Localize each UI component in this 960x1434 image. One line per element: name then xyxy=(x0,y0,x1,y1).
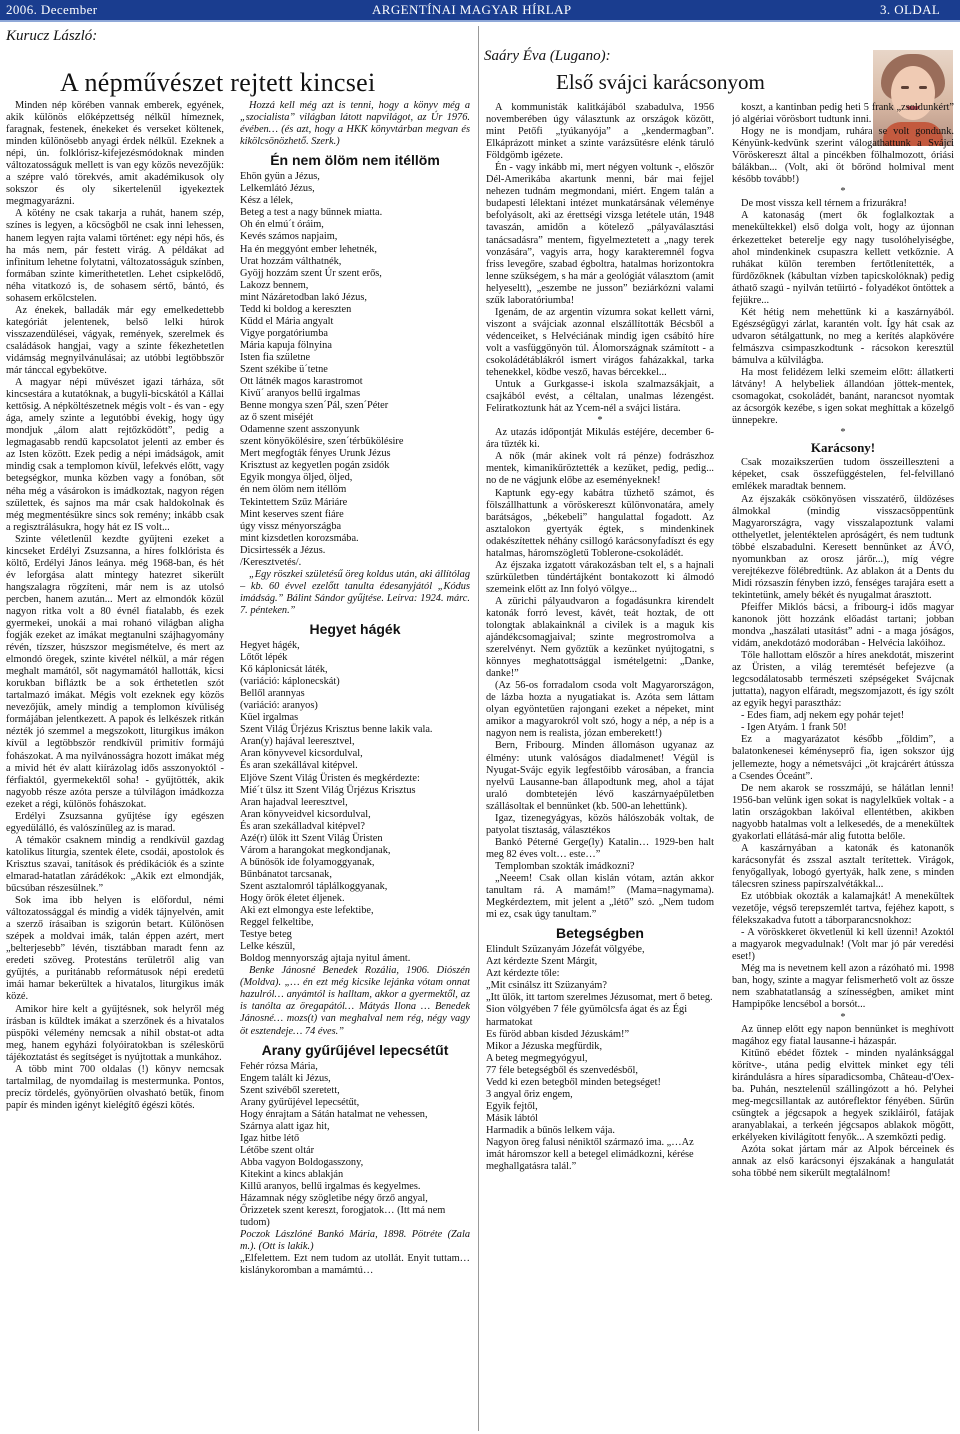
poem-line: Bűnbánatot tarcsanak, xyxy=(240,868,332,880)
poem-line: Sion völgyében 7 féle gyümölcsfa ágat és az Égi harmatokat xyxy=(486,1004,688,1028)
poem-line: Kivű´ aranyos bellű irgalmas xyxy=(240,388,361,400)
poem-line: Aran hajadval leeresztvel, xyxy=(240,796,348,808)
article2-paragraph: Azóta sokat jártam már az Alpok bérceinek és annak az első karácsonyi éjszakának a hangulatát soha többé nem sikerült megtalálnom! xyxy=(732,1144,954,1180)
poem-line: Beteg a test a nagy bűnnek miatta. xyxy=(240,207,383,219)
poem3-note: Poczok Lászlóné Bankó Mária, 1898. Pötréte (Zala m.). (Ott is lakik.) xyxy=(240,1229,470,1253)
article2-paragraph: Én - vagy inkább mi, mert négyen voltunk -, először Dél-Amerikába akartunk menni, bár mai fejjel nehezen tudnám megmondani, miért. Engem talán a budapesti lélektani intézet munkatársának véleménye befolyásolt, aki az érettségi vizsga letétele után, 1948 tavaszán, amidőn a kötelező „pályaválasztási tanácsadásra” mentem, figyelmeztetett a „nagy terek vonzására”, vagyis arra, hogy karakteremnél fogva friss levegőre, szabad égboltra, hatalmas horizontokra lenne szükségem, s ha már a geológiát választom (amit helyeseltt), „eszembe ne jusson” beziárkózni valami szűk laboratóriumba! xyxy=(486,162,714,306)
article2-paragraph: Pfeiffer Miklós bácsi, a fribourg-i idős magyar kanonok jött hozzánk előadást tartani; jobban mondva „haszálati utasítást” adni - a maga jóságos, vidám, anekdotázó modorában - Helvécia lakóihoz. xyxy=(732,601,954,650)
poem-line: Vigye porgatóriumba xyxy=(240,327,328,339)
poem1-title: Én nem ölöm nem itéllöm xyxy=(270,152,440,169)
poem4-title: Betegségben xyxy=(556,925,644,942)
poem-line: Kevés számos napjaim, xyxy=(240,231,338,243)
article1-paragraph: Minden nép körében vannak emberek, egyének, akik különös előképzettség nélkül hímeznek, faragnak, festenek, énekeket és verseket költenek, minden különösebb anyagi érdek nélkül. Ezeknek a népi, ún. folklórisz-kifejezésmódoknak minden változatosságuk mellett is van egy közös nevezőjük: a szépre való törekvés, amit akadémikusok oly sokszor és oly sikertelenül igyekeztek megmagyarázni. xyxy=(6,100,224,208)
poem-line: Engem talált ki Jézus, xyxy=(240,1072,331,1084)
article2-paragraph: A zürichi pályaudvaron a fogadásunkra kirendelt katonák forró levest, kávét, teát hoztak, de ott tolongtak ablakainknál a civilek is a maguk kis ajándékcsomagjaival; szinte megrostromolva a szerelvényt. Nem győztük a kezünket nyújtogatni, s könnyes meghatottsággal ismételgetni: „Danke, danke!” xyxy=(486,595,714,680)
page-header xyxy=(0,0,960,22)
article1-paragraph: A magyar népi művészet igazi tárháza, sőt kincsestára a kutatóknak, a bugyli-bicskától a Kállai kettősig. A népköltészetnek mégis volt - és van - egy ága, amely szinte a legutóbbi évekig, hogy úgy mondjuk „álom alatt rejtőzködött”, pedig a legmagasabb rendű kapcsolatot jelenti az ember és az Isten között. Ezek pedig a népi imádságok, amit mindig csak a templomon kívül, lefekvés előtt, vagy betegségkor, munka közben vagy a fonóban, sőt néha még a vásárokon is imádkoztak, nagyon régen születtek, és sajnos ma már csak haldokolnak és még megmentésükre sincs sok remény; inkább csak a regisztrálásukra, hogy hát ez IS volt... xyxy=(6,377,224,533)
article1-paragraph: Az énekek, balladák már egy emelkedettebb kategóriát jelentenek, belső lelki húrok visszazendülései, vágyak, remények, szerelmek és családások hangjai, vagy a szinte fékezhetetlen vidámság megnyilvánulásai; az utóbbi legtöbbször már tánccal egybekötve. xyxy=(6,304,224,377)
article1-paragraph: A kötény ne csak takarja a ruhát, hanem szép, színes is legyen, a köcsögből ne csak inni lehessen, hanem legyen rajta valami történet: egy népi hős, és ha más nem, pár festett virág. A példákat ad infinitum lehetne folytatni, változatosságuk színben, formában szinte kimeríthetetlen. Lehet csipkelődő, néha vitatkozó is, de sohasem sértő, bántó, és sohasem erkölcstelen. xyxy=(6,208,224,304)
poem3-title: Arany gyűrűjével lepecsétűt xyxy=(261,1041,449,1058)
header-paper-name: ARGENTÍNAI MAGYAR HÍRLAP xyxy=(372,2,572,17)
article2-paragraph: A kommunisták kalitkájából szabadulva, 1956 novemberében úgy választunk az országok között, mint Petőfi „tyúkanyója” a „kendermagban”. Elkáprázott minket a szinte varázsütésre elénk táruló Földgömb igézete. xyxy=(486,102,714,162)
poem-line: Arany gyűrűjével lepecsétűt, xyxy=(240,1096,360,1108)
article2-paragraph: - Igen Atyám. 1 frank 50! xyxy=(741,722,847,734)
poem-line: Házamnak négy szögletibe négy őrző angyal, xyxy=(240,1193,428,1205)
poem-line: Oh én elmú´t óráim, xyxy=(240,219,324,231)
poem2-title: Hegyet hágék xyxy=(309,620,401,637)
poem4-lines xyxy=(486,944,714,1173)
poem-line: A beteg megmegyógyul, xyxy=(486,1052,588,1064)
poem-line: Egyik fejtől, xyxy=(486,1100,538,1112)
article2-paragraph: Ha most felidézem lelki szemeim előtt: állatkerti látvány! A helybeliek állandóan jöttek-mentek, csomagokat, csokoládét, banánt, narancsot nyomtak az ácsorgók kezébe, s igen sokat meghíttak a közelgő ünnepekre. xyxy=(732,367,954,427)
poem-line: 77 féle betegségből és szenvedésből, xyxy=(486,1064,638,1076)
article2-paragraph: koszt, a kantinban pedig heti 5 frank „zsoldunkért” jó algériai vörösbort tudtunk inni. xyxy=(732,102,954,126)
poem-line: Gyöjj hozzám szent Úr szent erős, xyxy=(240,267,382,279)
article2-paragraph: * xyxy=(840,1011,846,1023)
poem3-lines xyxy=(240,1061,470,1230)
poem-line: Aran(y) hajával leeresztvel, xyxy=(240,736,355,748)
article2-paragraph: - A vöröskkeret ökvetlenül ki kell üzenni! Azoktól a magyarok megvadulnak! (Volt mar jó pár veredési eset!) xyxy=(732,927,954,963)
poem-line: És aran szekálladval kitépvel? xyxy=(240,820,365,832)
poem-line: Őrizzetek szent kereszt, forogjatok… (Itt má nem tudom) xyxy=(240,1205,446,1229)
poem-line: Szent Világ Ürjézus Krisztus benne lakik vala. xyxy=(240,724,433,736)
poem-line: Kő káplonicsát láték, xyxy=(240,664,328,676)
poem-line: Fehér rózsa Mária, xyxy=(240,1060,318,1072)
poem-line: az ő szent miséjét xyxy=(240,412,314,424)
poem-line: Azé(r) ülök itt Szent Világ Üristen xyxy=(240,832,383,844)
poem-line: Létőbe szent oltár xyxy=(240,1144,315,1156)
article1-paragraph: Erdélyi Zsuzsanna gyűjtése így egészen egyedülálló, és valószínűleg az is marad. xyxy=(6,810,224,834)
article1-paragraph: Szinte véletlenül kezdte gyűjteni ezeket a kincseket Erdélyi Zsuzsanna, a híres folklórista és költő, Erdélyi János leánya. még 1968-ban, és hét év leforgása alatt mintegy hatezret sikerült hangszalagra rögzíteni, már nem is az utolsó percben, hanem azután... Mert az elmondók közül nagyon ritka volt a 80 évnél fiatalabb, és ezek gyermekei, unokái a mai rohanó világban aligha fogják ezeket az imákat megtanulni szájhagyomány révén, tízszer, húszszor megismételve, és mert az elmondó öregek, szinte kivétel nélkül, a már régen meghalt mamától, sőt nagymamától hallották, kicsi korukban bifláztk be a sok érthetetlen szót tartalmazó imákat. Mégis volt ezeknek egy közös nevezőjük, amely mindig a templomon kívüliség formájában jelentkezett. A papok és lelkészek ritkán nézték jó szemmel a megszokott, liturgikus imákon kívül a legtöbbször rendkívül primitív formájú fohászokat. A ma nyilvánosságra hozott imákat még a mivid hét év alatt kiírázolag idős asszonyoktól - férfiaktól, gyermekektől soha! - gyűjtötték, akik nagyobb része azóta persze a túlvilágon imádkozza ezeket a régi, különös fohászokat. xyxy=(6,533,224,810)
poem-line: Nagyon öreg falusi néniktől származó ima. „…Az imát háromszor kell a betegel elimádkozni, kérése meghallgatásra talál.” xyxy=(486,1136,694,1173)
poem3-end: „Elfelettem. Ezt nem tudom az utollát. Enyit tuttam… kislánykoromban a mamámtú… xyxy=(240,1253,470,1277)
article2-paragraph: Az utazás időpontját Mikulás estéjére, december 6-ára tűzték ki. xyxy=(486,427,714,451)
poem-line: Hogy örök életet éljenek. xyxy=(240,893,345,904)
poem-line: Vedd ki ezen betegből minden betegséget! xyxy=(486,1076,661,1088)
poem2-lines xyxy=(240,640,470,965)
article1-paragraph: Amikor hire kelt a gyűjtésnek, sok helyről még írásban is küldtek imákat a szerzőnek és a hivatalos püspöki vélemény nemcsak a nihil obstat-ot adta meg, hanem egyházi folyóiratokban is széleskörű tájékoztatást és segítséget is nyújtottak a munkához. xyxy=(6,1003,224,1063)
article1-column1 xyxy=(6,100,224,1430)
poem-line: „Mit csinálsz itt Szüzanyám? xyxy=(486,980,607,992)
article2-paragraph: (Az 56-os forradalom csoda volt Magyarországon, de lázba hozta a nyugatiakat is. Azóta sem láttam olyan egyöntetűen rajongani ezeket a népeket, mint amikor a magyarokról volt szó, hogy a nép, a nép is a nagyon nem is realista, józan emberekett!) xyxy=(486,680,714,740)
poem-line: Mária kapuja fölnyina xyxy=(240,339,332,351)
article2-paragraph: Karácsony! xyxy=(810,440,876,456)
poem-line: És aran szekállával kitépvel. xyxy=(240,760,358,772)
poem-line: mint Názáretodban lakó Jézus, xyxy=(240,291,367,303)
article2-paragraph: A katonaság (mert ők foglalkoztak a menekültekkel) első dolga volt, hogy az újonnan érkezetteket beterelje egy nagy tusolóhelyiségbe, ahol mindenkinek csupaszra kellett vetkőznie. A ruhákat külön teremben fertőtlenítették, a fürdőzőknek (kábultan vízben tapicskolóknak) pedig áthatő szagú - nyilván tetűirtó - folyadékot öntöttek a fejükre... xyxy=(732,210,954,306)
poem-line: Abba vagyon Boldogasszony, xyxy=(240,1156,364,1168)
poem-line: Aki ezt elmongya este lefektibe, xyxy=(240,905,374,917)
poem-line: Lakozz bennem, xyxy=(240,279,309,291)
poem-line: „Itt ülök, itt tartom szerelmes Jézusomat, mert ő beteg. xyxy=(486,992,713,1004)
article2-paragraph: * xyxy=(597,415,603,427)
poem-line: Egyik mongya öljed, öljed, xyxy=(240,472,353,484)
poem-line: Szárnya alatt igaz hit, xyxy=(240,1120,330,1132)
poem-line: Igaz hitbe létő xyxy=(240,1132,300,1144)
article2-paragraph: Bern, Fribourg. Minden állomáson ugyanaz az élmény: utunk valóságos diadalmenet! Végül is Nyugat-Svájc egyik legfestőibb városában, a francia nyelvű Lausanne-ban állapodtunk meg, ahol a tájat uraló dombtetején lévő kaszárnyaépületben szállásoltak el bennünket (kb. 500-an lehettünk). xyxy=(486,740,714,812)
poem-line: Krisztust az kegyetlen pogán zsidók xyxy=(240,460,390,472)
article1-paragraph: A témakör csaknem mindig a rendkívül gazdag katolikus liturgia, szentek élete, csodái, apostolok és Krisztus szavai, tanítások és prédikációk és a szinte elmarad-hatatlan zárádékok: „Akik ezt elmondják, bűcsúban részesülnek.” xyxy=(6,834,224,895)
article2-paragraph: Untuk a Gurkgasse-i iskola szalmazsákjait, a csajkából evést, a céltalan, unalmas lézengést. Feliratkoztunk hát az Ycem-nél a svájci listára. xyxy=(486,379,714,415)
poem-line: Azt kérdezte Szent Márgit, xyxy=(486,956,598,968)
poem-line: (variáció: káplonecskát) xyxy=(240,676,340,688)
article2-paragraph: Ez a magyarázatot késő̋bb „földim”, a balatonkenesei kéményseprő fia, igen sokszor újg jellemezte, hogy a németsvájci „öt krajcárért átússza a Csendes Óceánt”. xyxy=(732,734,954,782)
article2-paragraph: Igenám, de az argentin vízumra sokat kellett várni, viszont a svájciak azonnal elszállították Bécsből a védenceiket, s Helvéciának mindig igen csábító híre volt a vasfüggönyön túl. Álomországnak számított - a csokoládétáblákról ismert virágos faházakkal, tarka tehenekkel, ködbe vesző, havas bércekkel... xyxy=(486,306,714,379)
article2-paragraph: Még ma is nevetnem kell azon a rázóható mi. 1998 ban, hogy, szinte a magyar felismerhető volt az össze nem szabhatatlanság a színességben, amiket mint Hampipőke lencsébol a borsót... xyxy=(732,963,954,1011)
article1-paragraph: A több mint 700 oldalas (!) könyv nemcsak tartalmilag, de nyomdailag is mestermunka. Pontos, precíz tördelés, gyönyörűen olvasható betűk, finom papír és minden igényt kielégítő égészi kötés. xyxy=(6,1063,224,1111)
article2-paragraph: A nők (már akinek volt rá pénze) fodrászhoz mentek, kimanikűröztették a kezüket, pedig, pedig... no de ne vágjunk előbe az eseményeknek! xyxy=(486,451,714,487)
poem-line: Kész a lélek, xyxy=(240,195,294,207)
article2-paragraph: Az éjszaka izgatott várakozásban telt el, s a hajnali szürkületben tündértájként bontakozott ki álmodó szemeink előtt az Inn folyó völgye... xyxy=(486,559,714,595)
poem-line: Azt kérdezte tőle: xyxy=(486,968,560,980)
article2-paragraph: Templomban szokták imádkozni? xyxy=(495,860,635,872)
poem-line: Mikor a Jézuska megfürdik, xyxy=(486,1040,603,1052)
article2-paragraph: Kitűnő ebédet főztek - minden nyalánksággal körítve-, utána pedig elvittek minket egy téli kirándulásra a híres síparadicsomba, Château-d'Oex-ba. Puhán, nesztelenül szállingózott a hó. Pelyhei meg-megcsillantak az autóreflektor fényében. Sűrűn csüngtek a jégcsapok a hegyek szikláiról, fatájak aranyablakai, a terkeén jégcsapos ablakok mögött, erkélyeken kivilágított fenyők... A szemközti pedig. xyxy=(732,1047,954,1143)
poem-line: Odamenne szent asszonyunk xyxy=(240,424,360,436)
poem2-note: Benke Jánosné Benedek Rozália, 1906. Diószén (Moldva). „… én ezt még kicsike lejánka vótam onnat hazulról… anyámtól is halltam, akkor a gyermektől, az is tanólta az öregapától… Mátyás Ilona … Benedek Jánosné… mozs(t) van meghalval nem rég, négy vagy öt esztendeje… 74 éves.” xyxy=(240,965,470,1037)
poem-line: Lelkemlátó Jézus, xyxy=(240,183,315,195)
article2-paragraph: Bankó Péterné Gerge(ly) Katalin… 1929-ben halt meg 82 éves volt… este…” xyxy=(486,836,714,860)
article2-paragraph: A kaszárnyában a katonák és katonanők karácsonyfát és zsszal asztalt terítettek. Virágok, fenyőgallyak, lobogó gyertyák, halk zene, s minden tálecsren sziness papírszalvétákkal... xyxy=(732,842,954,890)
poem-line: Testye beteg xyxy=(240,929,292,941)
poem-line: Hegyet hágék, xyxy=(240,640,300,652)
poem-line: Mint keserves szent fiáre xyxy=(240,508,344,520)
article2-paragraph: Az éjszakák csökönyösen visszatérő, üldözéses álmokkal (mindig visszacsöppentünk Magyarországra, vagy visszalapoztunk valami otthelyetlet, jelentéktelen apróságért, és nem tudtunk többé elszabadulni. Keresett bennünket az ÁVÓ, nyomunkban az orosz járőr...), míg végre verejtékezve fölébredtünk. Az ablakon át a Dents du Midi rózsaszín fényben izzó, fenséges tarajára esett a tekintetünk, amely békét és nyugalmat árasztott. xyxy=(732,493,954,601)
article2-paragraph: * xyxy=(840,186,846,198)
article1-author: Kurucz László: xyxy=(6,28,98,44)
poem-line: Urat hozzám válthatnék, xyxy=(240,255,342,267)
article1-column2 xyxy=(240,100,470,1430)
poem-line: Aran könyveidvel kicsordulval, xyxy=(240,808,371,820)
poem-line: Küel irgalmas xyxy=(240,712,299,724)
poem-line: úgy vissz ményországba xyxy=(240,520,342,532)
article1-title: A népművészet rejtett kincsei xyxy=(60,68,376,97)
article2-paragraph: Ez utóbbiak okozták a kalamajkát! A menekültek vezetője, végső terepszemlét tartva, fejéhez kapott, s félekszakadva futott a táborparancsnokhoz: xyxy=(732,891,954,927)
poem-line: én nem ölöm nem itéllöm xyxy=(240,484,347,496)
article2-column3 xyxy=(486,102,714,1430)
article2-title: Első svájci karácsonyom xyxy=(556,70,765,94)
article2-paragraph: Két hétig nem mehettünk ki a kaszárnyából. Egészségügyi zárlat, karantén volt. Így hát csak az udvaron sétálgattunk, no meg a kerítés alapkövére felmászva csimpaszkodtunk - rácsokon keresztül bámulva a külvilágba. xyxy=(732,306,954,366)
article2-paragraph: Csak mozaikszerűen tudom összeilleszteni a képeket, csak összefüggéstelen, fel-felvillanó emlékek maradtak bennem. xyxy=(732,457,954,493)
poem-line: Eljöve Szent Világ Üristen és megkérdezte: xyxy=(240,772,420,784)
article1-intro: Hozzá kell még azt is tenni, hogy a könyv még a „szocialista” világban látott napvilágot, az Úr 1976. évében… (és azt, hogy a HKK könyvtárban megvan és kikölcsönözhető. Szerk.) xyxy=(240,100,470,148)
article2-paragraph: - Edes fiam, adj nekem egy pohár tejet! xyxy=(741,710,905,722)
poem-line: Kitekint a kincs ablakján xyxy=(240,1169,344,1181)
poem-line: Aran könyvevel kicsordulval, xyxy=(240,748,363,760)
poem-line: 3 angyal őriz engem, xyxy=(486,1088,573,1100)
poem-line: Hogy énrajtam a Sátán hatalmat ne vehessen, xyxy=(240,1108,428,1120)
poem-line: A bűnösök ide folyamoggyanak, xyxy=(240,856,375,868)
poem-line: Másik lábtól xyxy=(486,1112,539,1124)
poem-line: Mié´t ülsz itt Szent Világ Ürjézus Krisztus xyxy=(240,784,416,796)
article2-paragraph: De nem akarok se rosszmájú, se hálátlan lenni! 1956-ban velünk igen sokat is nagylelkűek voltak - a latin országokban lakóival ellentétben, akikben nagyobb hatalmas volt a lelkesedés, de a menekültek gyakorlati ellátásá-már alig futotta belőle. xyxy=(732,782,954,842)
poem-line: Tedd ki boldog a kereszten xyxy=(240,303,352,315)
poem-line: szent könyökölésire, szen´térbükölésire xyxy=(240,436,404,448)
poem1-lines xyxy=(240,171,470,569)
article2-paragraph: Hogy ne is mondjam, ruhára se volt gondunk. Kényünk-kedvünk szerint válogathattunk a Svájci Vöröskereszt által a pincékben fölhalmozott, óriási bálákban... (Volt, aki öt bőrönd holmival ment később tovább!) xyxy=(732,126,954,186)
poem-line: Várom a harangokat megkondjanak, xyxy=(240,844,391,856)
poem-line: Boldog mennyország ajtaja nyitul áment. xyxy=(240,953,411,965)
article2-paragraph: Az ünnep előtt egy napon bennünket is meghívott magához egy fiatal lausanne-i házaspár. xyxy=(732,1023,954,1047)
poem1-note: „Egy röszkei születésű öreg koldus után, aki állítólag – kb. 60 évvel ezelőtt tanulta édesanyjától „Kódus imádság.” Bálint Sándor gyűjtése. Leírva: 1924. márc. 7. pénteken.” xyxy=(240,568,470,616)
poem-line: Bellől arannyas xyxy=(240,688,305,700)
article2-paragraph: „Neeem! Csak ollan kislán vótam, aztán akkor tanultam rá. A mamám!” (Mama=nagymama). Megkérdeztem, mit jelent a „létő” szó. „Nem tudom mi ez, csak úgy tanultam.” xyxy=(486,873,714,921)
poem-line: Lelke készül, xyxy=(240,941,296,953)
poem-line: Isten fia születne xyxy=(240,351,311,363)
poem-line: Ha én meggyónt ember lehetnék, xyxy=(240,243,378,255)
poem-line: Ehön gyün a Jézus, xyxy=(240,171,320,183)
poem-line: Elindult Szüzanyám Józefát völgyébe, xyxy=(486,944,645,956)
column-divider xyxy=(478,26,479,1431)
poem-line: Benne mongya szen´Pál, szen´Péter xyxy=(240,400,389,412)
poem-line: Es füröd abban kisded Jézuskám!” xyxy=(486,1028,630,1040)
poem-line: Küdd el Mária angyalt xyxy=(240,315,334,327)
article2-paragraph: Kaptunk egy-egy kabátra tűzhető számot, és fölszállhattunk a vöröskereszt különvonatára, amely barátságos, „békebeli” hangulattal fogadott. Az asztalokon gyertyák égtek, s mindenkinek odakészítettek néhány csillogó karácsonyfadíszt és egy hatalmas, háromszögletű Toblerone-csokoládét. xyxy=(486,487,714,559)
poem-line: Szent székibe ü´tetne xyxy=(240,363,328,375)
article2-paragraph: Igaz, tizenegyágyas, közös hálószobák voltak, de patyolat tisztaság, választékos xyxy=(486,812,714,836)
poem-line: (variáció: aranyos) xyxy=(240,700,318,712)
header-date: 2006. December xyxy=(6,2,98,17)
poem-line: Szent asztalomról táplálkoggyanak, xyxy=(240,880,388,892)
poem-line: Lőtőt lépék xyxy=(240,652,288,664)
poem-line: Mert megfogták fényes Urunk Jézus xyxy=(240,448,391,460)
poem-line: Ott látnék magos karastromot xyxy=(240,376,363,388)
poem-line: Killű aranyos, bellű irgalmas és kegyelmes. xyxy=(240,1181,421,1193)
poem-line: Dicsirtessék a Jézus. xyxy=(240,544,326,556)
header-page-number: 3. OLDAL xyxy=(880,2,941,17)
poem-line: mint kizsdetlen korozsmába. xyxy=(240,532,359,544)
poem-line: Reggel felkeltibe, xyxy=(240,917,314,929)
article2-column4 xyxy=(732,102,954,1430)
article2-paragraph: * xyxy=(840,427,846,439)
poem-line: Szent szivéből szeretett, xyxy=(240,1084,340,1096)
article2-author: Saáry Éva (Lugano): xyxy=(484,48,611,64)
poem-line: Tekintettem Szűz Máriáre xyxy=(240,496,348,508)
article2-paragraph: De most vissza kell térnem a frizurákra! xyxy=(741,198,908,210)
poem-line: Harmadik a bűnös lelkem vája. xyxy=(486,1124,615,1136)
poem-line: /Keresztvetés/. xyxy=(240,556,302,568)
article2-paragraph: Tőle hallottam először a híres anekdotát, miszerint az Üristen, a világ teremtését befejezve (a legcsodálatosabb természeti szépségeket Svájcnak juttatta), nagyon elfáradt, megszomjazott, és így szólt az egyik hegyi parasztház: xyxy=(732,650,954,710)
article1-paragraph: Sok ima ibb helyen is előfordul, némi változatossággal és mindig a vidék tájnyelvén, amit a szerző írásaiban is szigorún betart. Különösen szépek a moldvai imák, talán éppen azért, mert „belterjesebb” lévén, tisztábban maradt fenn az eredeti szöveg. Protestáns területről alig van gyűjtés, a puritánabb reformátusok népi eredetű imái hamar bekerültek a hivatalos, liturgikus imák közé. xyxy=(6,895,224,1003)
